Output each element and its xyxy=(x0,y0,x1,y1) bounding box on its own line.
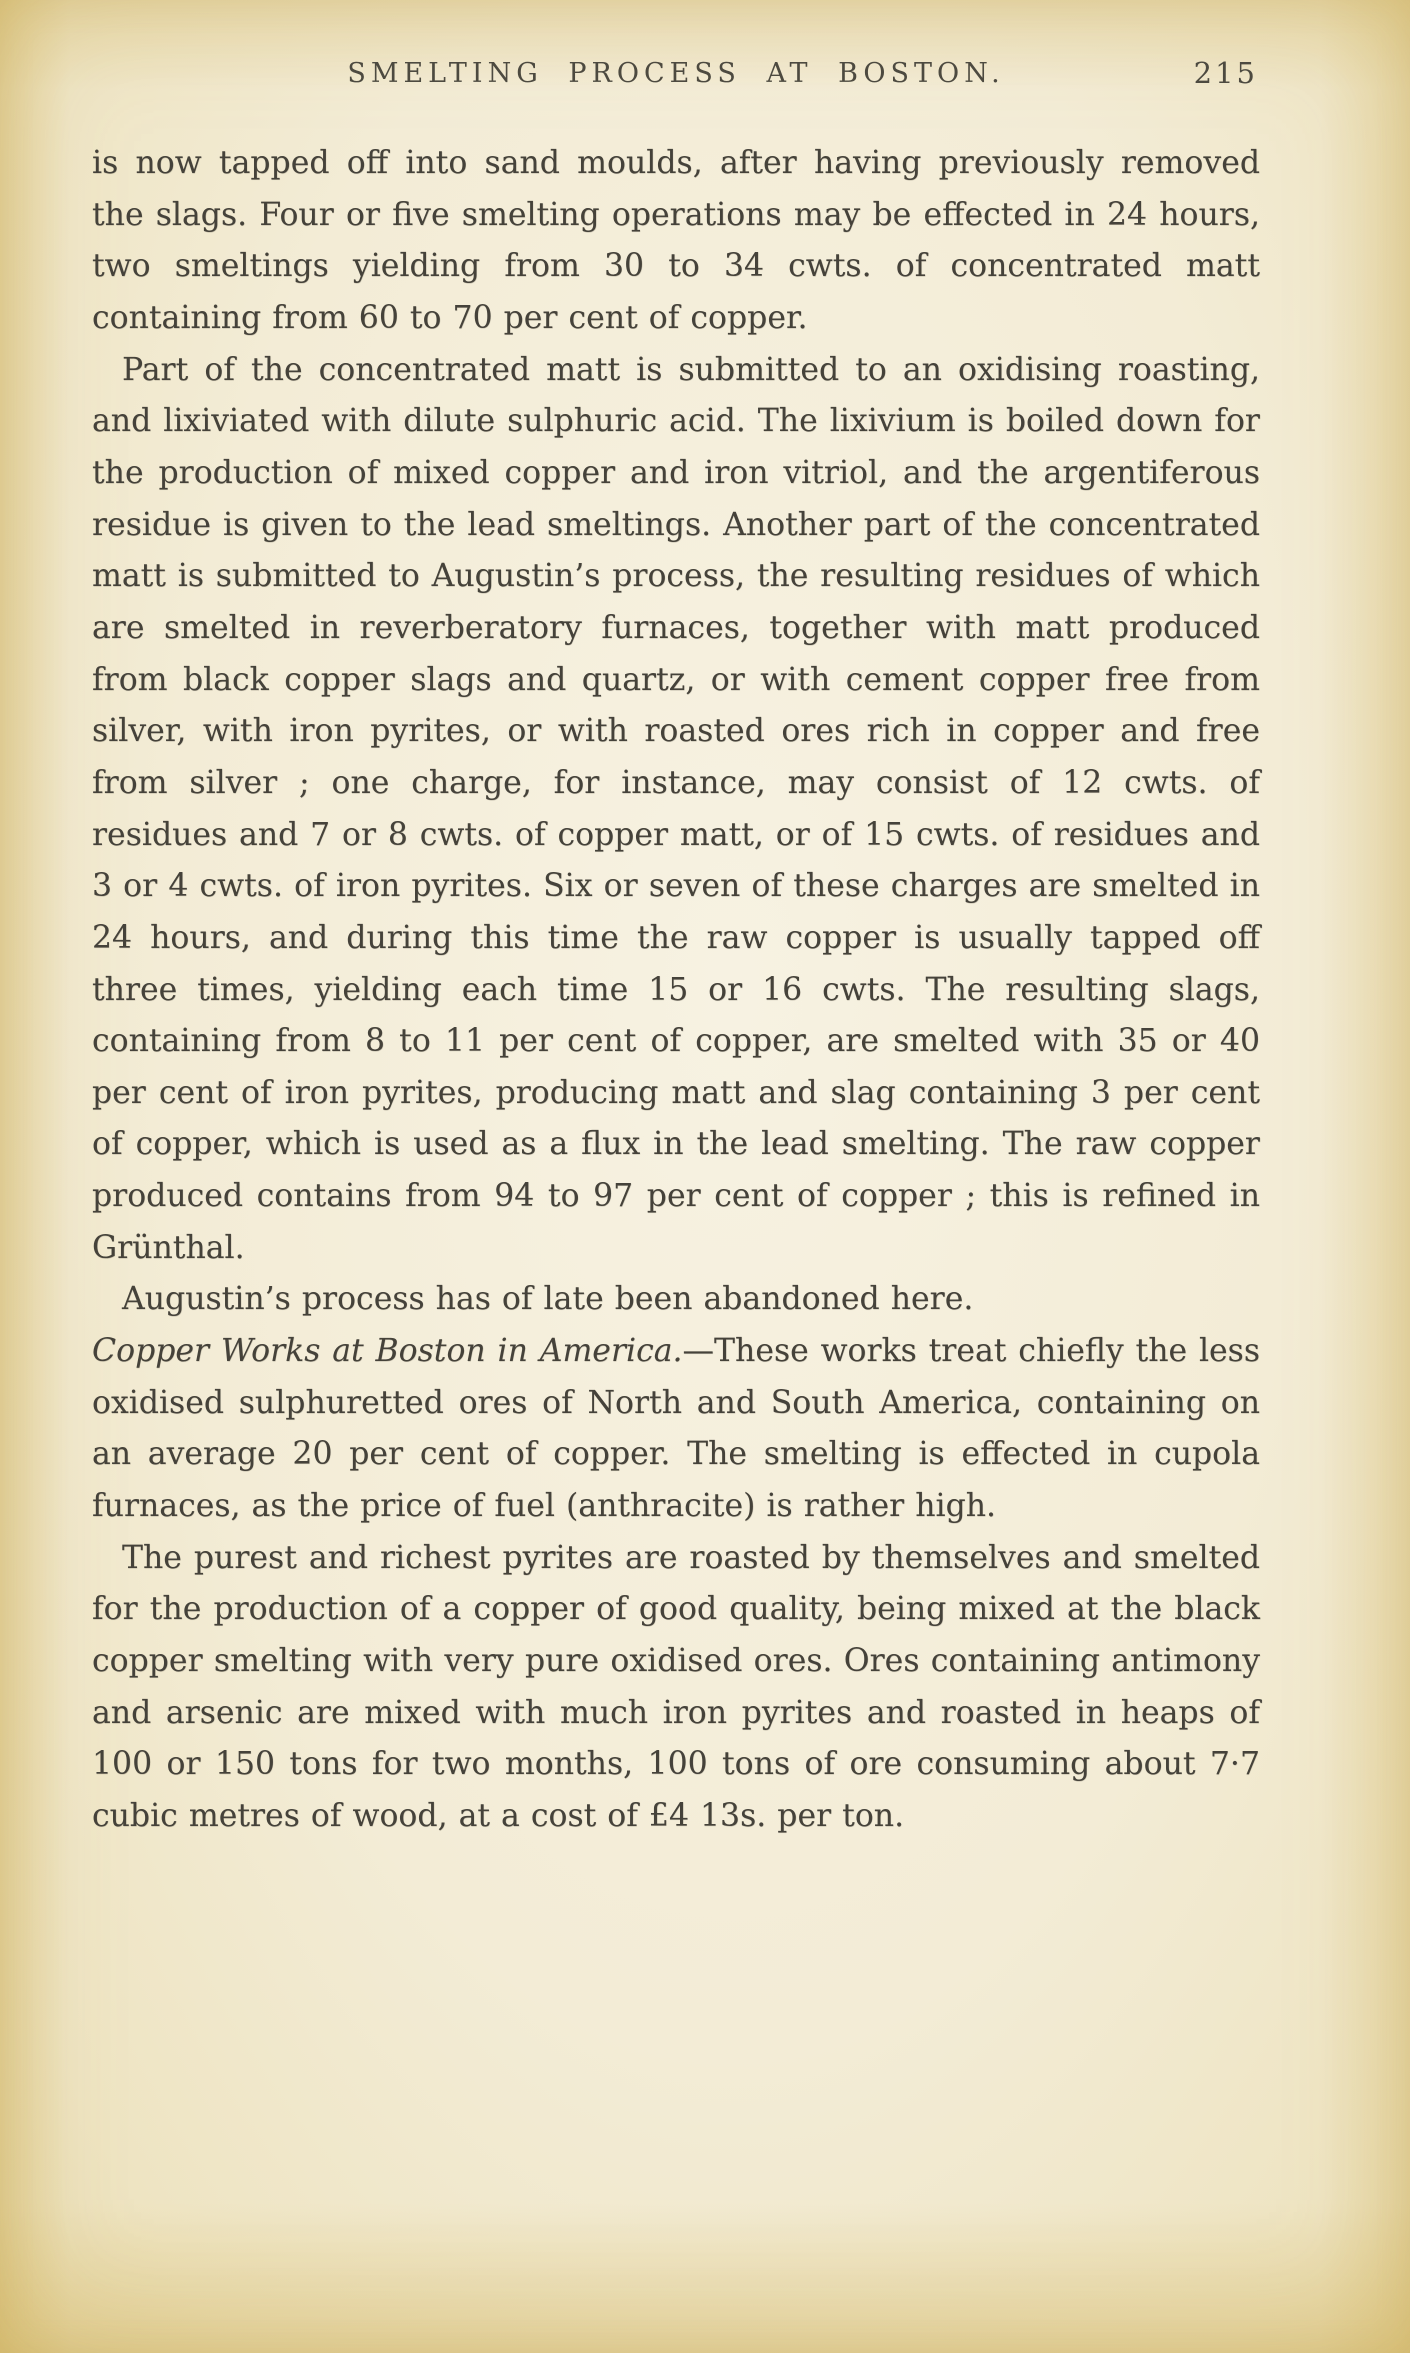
paragraph-purest-pyrites: The purest and richest pyrites are roasted by themselves and smelted for the production of a copper of good quality, being mixed at the black copper smelting with very pure oxidised ores. Ores containing antimony and arsenic are mixed with much iron pyrites and roasted in heaps of 100 or 150 tons for two months, 100 tons of ore consuming about 7·7 cubic metres of wood, at a cost of £4 13s. per ton. xyxy=(92,1539,1260,1834)
section-lead-italic: Copper Works at Boston in America. xyxy=(92,1333,683,1370)
running-header xyxy=(92,58,1260,104)
page-number: 215 xyxy=(1193,56,1258,90)
paragraph-concentrated-matt: Part of the concentrated matt is submitted to an oxidising roasting, and lixiviated with dilute sulphuric acid. The lixivium is boiled down for the production of mixed copper and iron vitriol, and the argentiferous residue is given to the lead smeltings. Another part of the concentrated matt is submitted to Augustin’s process, the resulting residues of which are smelted in reverberatory furnaces, together with matt produced from black copper slags and quartz, or with cement copper free from silver, with iron pyrites, or with roasted ores rich in copper and free from silver ; one charge, for instance, may consist of 12 cwts. of residues and 7 or 8 cwts. of copper matt, or of 15 cwts. of residues and 3 or 4 cwts. of iron pyrites. Six or seven of these charges are smelted in 24 hours, and during this time the raw copper is usually tapped off three times, yielding each time 15 or 16 cwts. The resulting slags, containing from 8 to 11 per cent of copper, are smelted with 35 or 40 per cent of iron pyrites, producing matt and slag containing 3 per cent of copper, which is used as a flux in the lead smelting. The raw copper produced contains from 94 to 97 per cent of copper ; this is refined in Grünthal. xyxy=(92,351,1260,1266)
section-lead-rest: —These works treat chiefly the less oxidised sulphuretted ores of North and South America, containing on an average 20 per cent of copper. The smelting is effected in cupola furnaces, as the price of fuel (anthracite) is rather high. xyxy=(92,1333,1260,1525)
page-title: SMELTING PROCESS AT BOSTON. xyxy=(347,58,1005,89)
paragraph-smelting-continuation: is now tapped off into sand moulds, after having previously removed the slags. Four or five smelting operations may be effected in 24 hours, two smeltings yielding from 30 to 34 cwts. of concentrated matt containing from 60 to 70 per cent of copper. xyxy=(92,145,1260,336)
paragraph-augustin-abandoned: Augustin’s process has of late been abandoned here. xyxy=(122,1281,974,1318)
paragraph-copper-works-boston xyxy=(92,1326,1260,1533)
page-body xyxy=(92,138,1260,1843)
